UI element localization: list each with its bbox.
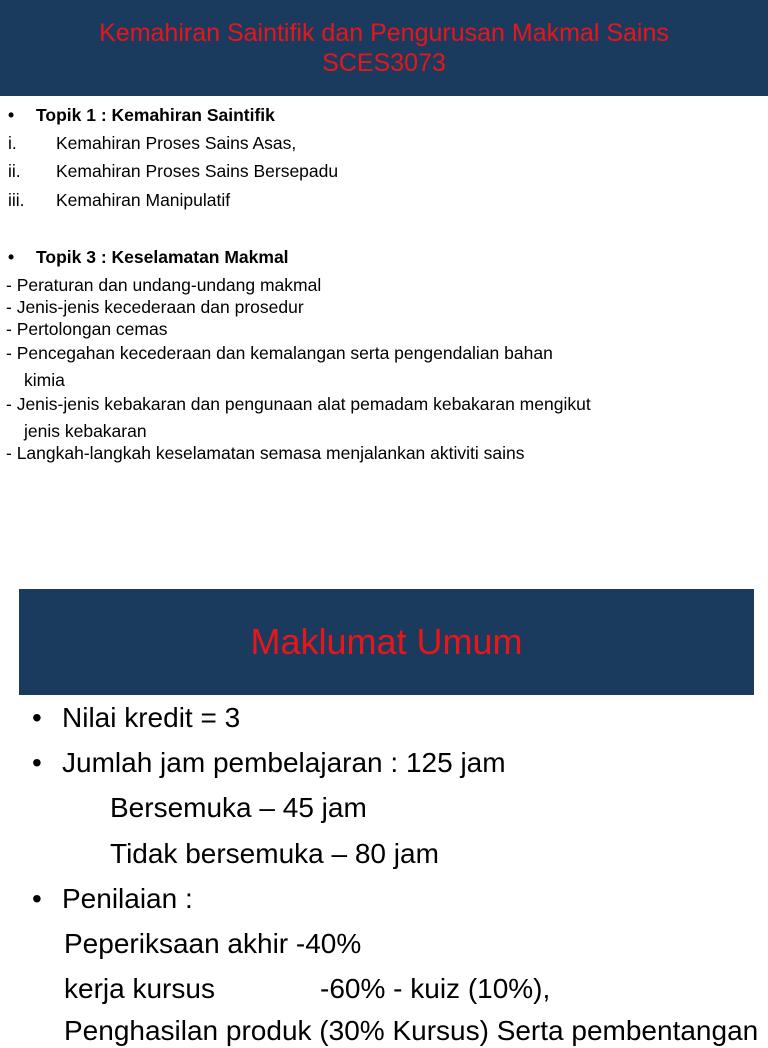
list-item (8, 132, 296, 154)
coursework-weight: -60% - kuiz (10%), (320, 973, 551, 1004)
list-text: Kemahiran Manipulatif (56, 190, 231, 210)
topic3-heading (8, 246, 289, 268)
bullet-icon: • (32, 702, 42, 733)
slide2-title-banner (19, 589, 754, 695)
assessment-item (32, 882, 193, 916)
topic1-heading (8, 104, 275, 126)
face-to-face-hours: Bersemuka – 45 jam (110, 792, 367, 823)
bullet-icon: • (32, 747, 42, 778)
topic1-heading-text: Topik 1 : Kemahiran Saintifik (36, 105, 275, 125)
bullet-icon: • (32, 883, 42, 914)
list-number: i. (8, 133, 17, 153)
topic3-line: - Langkah-langkah keselamatan semasa menjalankan aktiviti sains (6, 443, 525, 463)
topic3-heading-text: Topik 3 : Keselamatan Makmal (36, 247, 289, 267)
topic3-line: - Jenis-jenis kecederaan dan prosedur (6, 297, 304, 317)
slide1-title-line1: Kemahiran Saintifik dan Pengurusan Makmal Sains (99, 19, 669, 47)
topic3-line: - Peraturan dan undang-undang makmal (6, 275, 322, 295)
list-item (8, 189, 230, 211)
list-text: Kemahiran Proses Sains Asas, (56, 133, 297, 153)
topic3-line: - Jenis-jenis kebakaran dan pengunaan alat pemadam kebakaran mengikut (6, 394, 591, 414)
credit-item (32, 701, 240, 735)
slide1-title-banner (0, 0, 768, 96)
bullet-icon: • (8, 247, 15, 267)
slide2-title: Maklumat Umum (250, 621, 523, 662)
credit-text: Nilai kredit = 3 (62, 702, 241, 733)
bullet-icon: • (8, 105, 15, 125)
topic3-line: - Pencegahan kecederaan dan kemalangan serta pengendalian bahan (6, 343, 553, 363)
list-item (8, 160, 338, 182)
hours-text: Jumlah jam pembelajaran : 125 jam (62, 747, 506, 778)
non-face-to-face-hours: Tidak bersemuka – 80 jam (110, 838, 439, 869)
list-number: iii. (8, 190, 25, 210)
slide1-title-line2: SCES3073 (322, 49, 446, 77)
coursework-detail-cut: Penghasilan produk (30% Kursus) Serta pembentangan (64, 1015, 759, 1046)
list-number: ii. (8, 161, 21, 181)
assessment-text: Penilaian : (62, 883, 193, 914)
final-exam-weight: Peperiksaan akhir -40% (64, 928, 362, 959)
coursework-label: kerja kursus (64, 973, 215, 1004)
topic3-line-continuation: jenis kebakaran (24, 421, 147, 441)
topic3-line-continuation: kimia (24, 370, 65, 390)
list-text: Kemahiran Proses Sains Bersepadu (56, 161, 339, 181)
hours-item (32, 746, 506, 780)
topic3-line: - Pertolongan cemas (6, 319, 168, 339)
